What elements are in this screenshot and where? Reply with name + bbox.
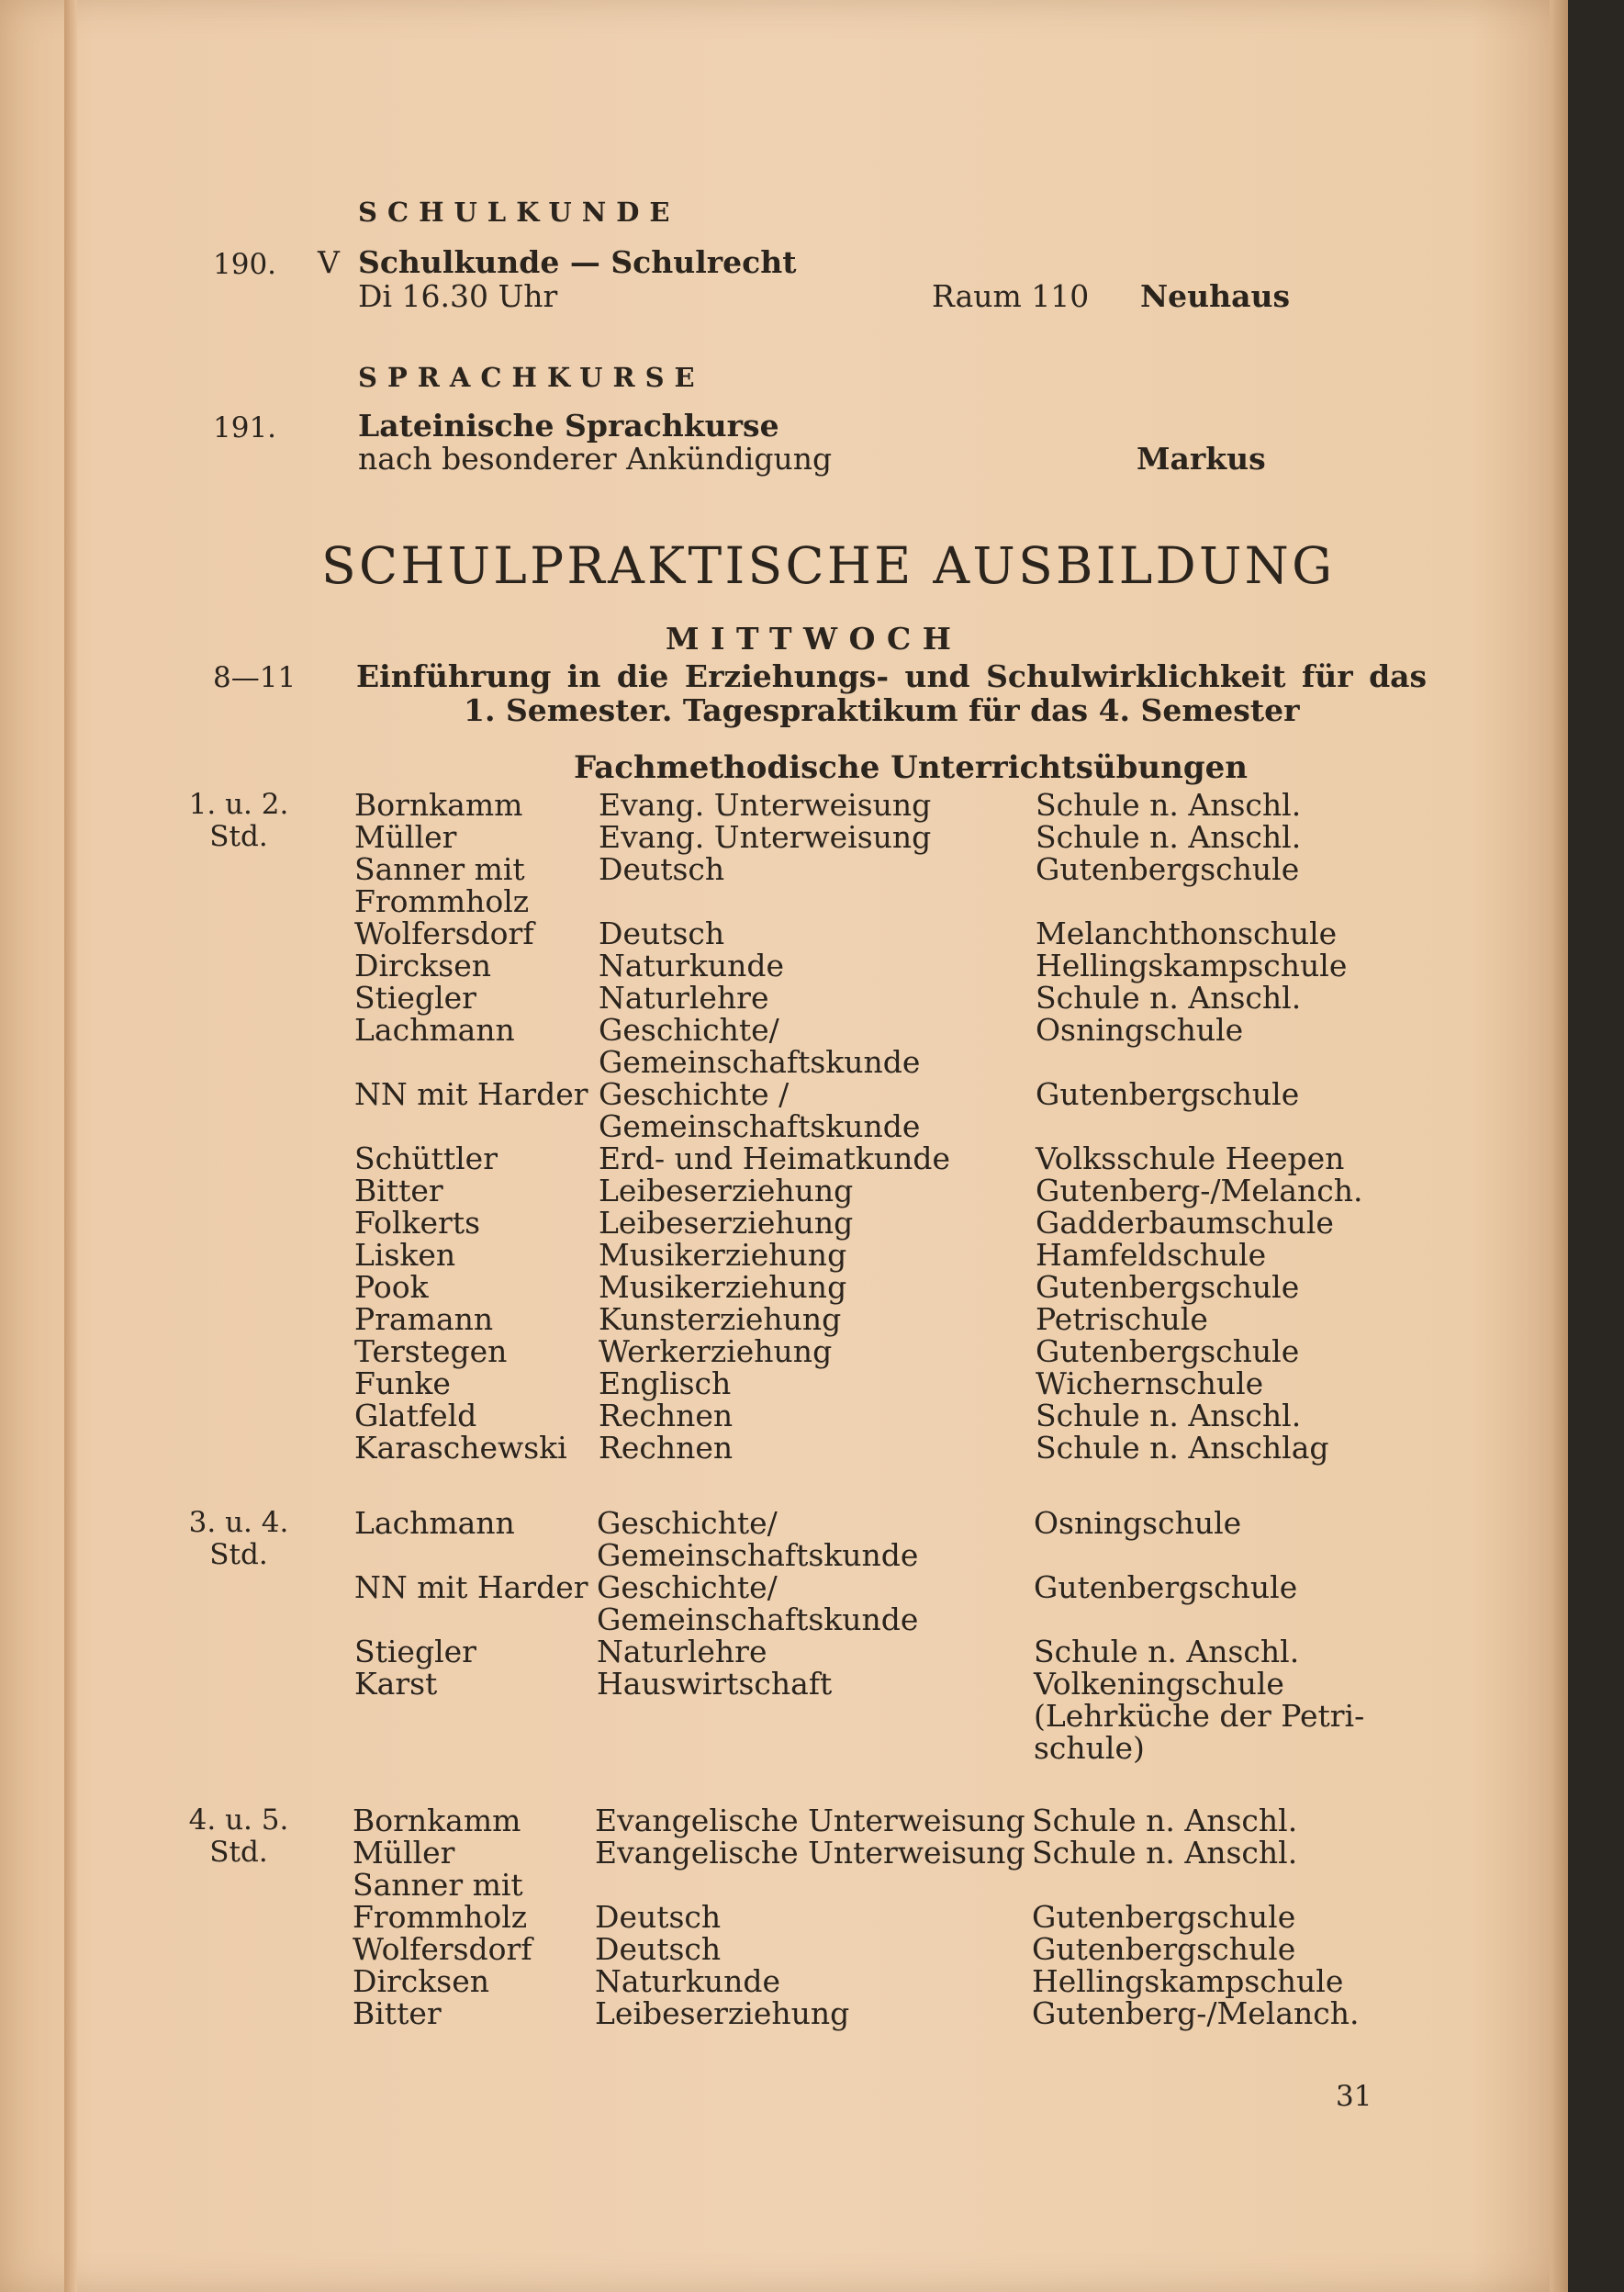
subheading: Fachmethodische Unterrichtsübungen (574, 749, 1248, 786)
page-number: 31 (1336, 2080, 1372, 2113)
table-row (0, 821, 1565, 853)
subject-cell: Rechnen (599, 1430, 734, 1466)
subject-cell: Geschichte/ (597, 1569, 778, 1605)
table-row (0, 1078, 1565, 1110)
subject-cell: Gemeinschaftskunde (599, 1044, 921, 1080)
table-row (0, 853, 1565, 885)
table-row (0, 1539, 1565, 1571)
table-row (0, 1997, 1565, 2029)
teacher-cell: NN mit Harder (354, 1569, 588, 1605)
school-cell: Osningschule (1034, 1505, 1242, 1541)
subject-cell: Naturkunde (595, 1963, 780, 1999)
school-cell: Schule n. Anschlag (1036, 1430, 1329, 1466)
subject-cell: Rechnen (599, 1398, 734, 1433)
subject-cell: Gemeinschaftskunde (597, 1537, 919, 1573)
course-prefix: V (318, 244, 340, 280)
school-cell: Osningschule (1036, 1012, 1244, 1048)
table-row (0, 1804, 1565, 1837)
school-cell: Schule n. Anschl. (1032, 1803, 1298, 1838)
table-row (0, 1837, 1565, 1869)
teacher-cell: Terstegen (354, 1333, 508, 1369)
course-teacher: Markus (1137, 441, 1266, 477)
school-cell: Volksschule Heepen (1036, 1140, 1345, 1176)
school-cell: Hellingskampschule (1032, 1963, 1344, 1999)
teacher-cell: Dircksen (353, 1963, 489, 1999)
teacher-cell: Glatfeld (354, 1398, 477, 1433)
intro-line-2: 1. Semester. Tagespraktikum für das 4. Semester (464, 692, 1300, 728)
subject-cell: Naturlehre (599, 980, 769, 1016)
teacher-cell: Lachmann (354, 1012, 515, 1048)
school-cell: Petrischule (1036, 1301, 1208, 1337)
school-cell: Melanchthonschule (1036, 916, 1338, 951)
school-cell: Schule n. Anschl. (1036, 1398, 1302, 1433)
table-row (0, 1207, 1565, 1239)
school-cell: Gutenbergschule (1036, 1076, 1300, 1112)
school-cell: Gutenbergschule (1032, 1931, 1296, 1967)
table-row (0, 1571, 1565, 1603)
subject-cell: Geschichte/ (597, 1505, 778, 1541)
teacher-cell: Wolfersdorf (354, 916, 534, 951)
intro-line-1: Einführung in die Erziehungs- und Schulwirklichkeit für das (356, 658, 1428, 694)
subject-cell: Geschichte / (599, 1076, 790, 1112)
table-row (0, 1869, 1565, 1901)
school-cell: Gutenbergschule (1036, 1333, 1300, 1369)
table-row (0, 982, 1565, 1014)
table-row (0, 1239, 1565, 1271)
day-heading: MITTWOCH (666, 621, 963, 657)
teacher-cell: Frommholz (354, 883, 530, 919)
school-cell: Gadderbaumschule (1036, 1205, 1334, 1241)
subject-cell: Hauswirtschaft (597, 1666, 833, 1702)
course-note: nach besonderer Ankündigung (358, 441, 833, 477)
teacher-cell: Bornkamm (354, 787, 523, 823)
subject-cell: Evang. Unterweisung (599, 819, 932, 855)
table-row (0, 1335, 1565, 1367)
block-label-hours: 3. u. 4. (188, 1506, 289, 1539)
table-row (0, 1700, 1565, 1732)
teacher-cell: Bitter (354, 1173, 443, 1208)
school-cell: Schule n. Anschl. (1036, 819, 1302, 855)
school-cell: Gutenberg-/Melanch. (1032, 1995, 1360, 2031)
subject-cell: Evang. Unterweisung (599, 787, 932, 823)
teacher-cell: Wolfersdorf (353, 1931, 532, 1967)
teacher-cell: Pook (354, 1269, 429, 1305)
block-label-hours: 1. u. 2. (188, 788, 289, 821)
table-row (0, 1603, 1565, 1635)
teacher-cell: Bitter (353, 1995, 442, 2031)
subject-cell: Gemeinschaftskunde (597, 1601, 919, 1637)
block-label-std: Std. (209, 1538, 268, 1571)
teacher-cell: NN mit Harder (354, 1076, 588, 1112)
table-row (0, 1432, 1565, 1464)
main-heading: SCHULPRAKTISCHE AUSBILDUNG (321, 536, 1336, 595)
table-row (0, 789, 1565, 821)
school-cell: Wichernschule (1036, 1365, 1264, 1401)
school-cell: Gutenbergschule (1034, 1569, 1298, 1605)
school-cell: (Lehrküche der Petri- (1034, 1698, 1365, 1734)
teacher-cell: Lachmann (354, 1505, 515, 1541)
teacher-cell: Müller (353, 1835, 455, 1871)
teacher-cell: Dircksen (354, 948, 491, 983)
subject-cell: Leibeserziehung (599, 1173, 854, 1208)
subject-cell: Musikerziehung (599, 1237, 847, 1273)
teacher-cell: Müller (354, 819, 457, 855)
subject-cell: Werkerziehung (599, 1333, 833, 1369)
subject-cell: Evangelische Unterweisung (595, 1835, 1025, 1871)
subject-cell: Geschichte/ (599, 1012, 779, 1048)
course-room: Raum 110 (932, 278, 1090, 314)
subject-cell: Deutsch (595, 1931, 722, 1967)
table-row (0, 1174, 1565, 1207)
table-row (0, 1635, 1565, 1668)
section-title-schulkunde: SCHULKUNDE (358, 197, 680, 228)
teacher-cell: Bornkamm (353, 1803, 521, 1838)
subject-cell: Musikerziehung (599, 1269, 847, 1305)
course-number: 190. (213, 248, 277, 281)
teacher-cell: Schüttler (354, 1140, 498, 1176)
course-title: Lateinische Sprachkurse (358, 408, 779, 444)
subject-cell: Deutsch (599, 916, 725, 951)
school-cell: Gutenberg-/Melanch. (1036, 1173, 1363, 1208)
subject-cell: Naturkunde (599, 948, 784, 983)
teacher-cell: Funke (354, 1365, 451, 1401)
teacher-cell: Folkerts (354, 1205, 481, 1241)
table-row (0, 1668, 1565, 1700)
school-cell: Schule n. Anschl. (1036, 980, 1302, 1016)
block-label-hours: 4. u. 5. (188, 1803, 289, 1837)
table-row (0, 1933, 1565, 1965)
school-cell: Schule n. Anschl. (1034, 1634, 1300, 1669)
subject-cell: Evangelische Unterweisung (595, 1803, 1025, 1838)
school-cell: Schule n. Anschl. (1036, 787, 1302, 823)
school-cell: Schule n. Anschl. (1032, 1835, 1298, 1871)
table-row (0, 885, 1565, 917)
subject-cell: Leibeserziehung (595, 1995, 850, 2031)
table-row (0, 1303, 1565, 1335)
block-label-std: Std. (209, 820, 268, 853)
teacher-cell: Stiegler (354, 1634, 476, 1669)
teacher-cell: Karst (354, 1666, 438, 1702)
school-cell: schule) (1034, 1730, 1145, 1766)
school-cell: Hellingskampschule (1036, 948, 1348, 983)
school-cell: Gutenbergschule (1036, 851, 1300, 887)
table-row (0, 1901, 1565, 1933)
subject-cell: Deutsch (599, 851, 725, 887)
course-teacher: Neuhaus (1140, 278, 1291, 314)
table-row (0, 1271, 1565, 1303)
course-time: Di 16.30 Uhr (358, 278, 558, 314)
table-row (0, 1399, 1565, 1432)
subject-cell: Deutsch (595, 1899, 722, 1935)
teacher-cell: Lisken (354, 1237, 456, 1273)
teacher-cell: Frommholz (353, 1899, 528, 1935)
table-row (0, 917, 1565, 949)
teacher-cell: Sanner mit (353, 1867, 523, 1903)
subject-cell: Erd- und Heimatkunde (599, 1140, 950, 1176)
table-row (0, 1014, 1565, 1046)
teacher-cell: Stiegler (354, 980, 476, 1016)
school-cell: Hamfeldschule (1036, 1237, 1267, 1273)
school-cell: Gutenbergschule (1032, 1899, 1296, 1935)
section-title-sprachkurse: SPRACHKURSE (358, 362, 705, 393)
table-row (0, 949, 1565, 982)
school-cell: Volkeningschule (1034, 1666, 1284, 1702)
school-cell: Gutenbergschule (1036, 1269, 1300, 1305)
table-row (0, 1142, 1565, 1174)
table-row (0, 1367, 1565, 1399)
table-row (0, 1507, 1565, 1539)
intro-time: 8—11 (213, 661, 297, 694)
subject-cell: Englisch (599, 1365, 732, 1401)
teacher-cell: Karaschewski (354, 1430, 567, 1466)
subject-cell: Gemeinschaftskunde (599, 1108, 921, 1144)
table-row (0, 1046, 1565, 1078)
subject-cell: Naturlehre (597, 1634, 767, 1669)
teacher-cell: Sanner mit (354, 851, 525, 887)
table-row (0, 1110, 1565, 1142)
teacher-cell: Pramann (354, 1301, 494, 1337)
subject-cell: Kunsterziehung (599, 1301, 842, 1337)
subject-cell: Leibeserziehung (599, 1205, 854, 1241)
table-row (0, 1965, 1565, 1997)
course-title: Schulkunde — Schulrecht (358, 244, 797, 280)
block-label-std: Std. (209, 1836, 268, 1869)
table-row (0, 1732, 1565, 1764)
course-number: 191. (213, 411, 277, 444)
